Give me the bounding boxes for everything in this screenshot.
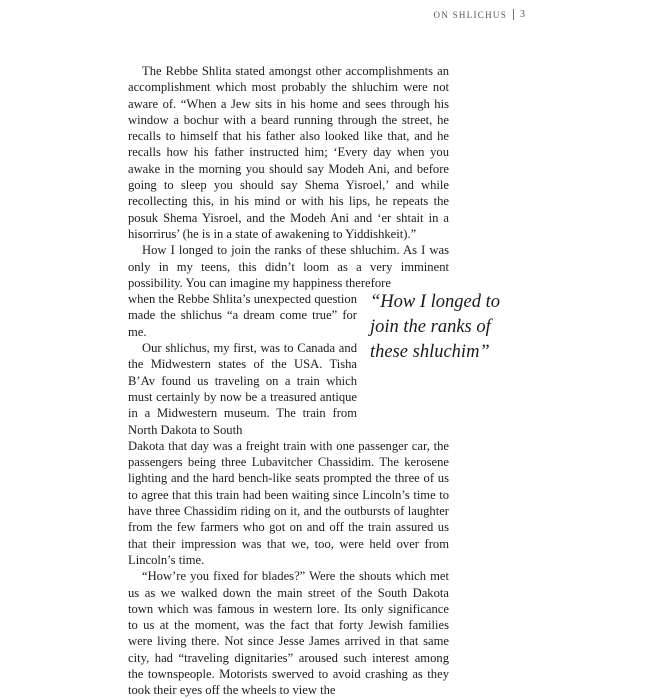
section-title: ON SHLICHUS [433,9,507,20]
paragraph-2: How I longed to join the ranks of these shluchim. As I was only in my teens, this didn’t loom as a very imminent possibility. You can imagine my happiness therefore [128,243,449,290]
paragraph-3: Our shlichus, my first, was to Canada and the Midwestern states of the USA. Tisha B’Av found us traveling on a train which must certainly by now be a treasured antique in a Midwestern museum. The train from North Dakota to South [128,341,357,437]
page-number: 3 [520,9,525,20]
paragraph-3-continued: Dakota that day was a freight train with one passenger car, the passengers being three Lubavitcher Chassidim. The kerosene lighting and the hard bench-like seats prompted the three of us to agree that this train had been waiting since Lincoln’s time to have three Chassidim riding on it, and the outbursts of laughter from the few farmers who got on and off the train assured us that their impression was that we, too, were held over from Lincoln’s time. [128,438,449,567]
running-header [433,9,525,20]
header-divider [513,9,514,20]
paragraph-1: The Rebbe Shlita stated amongst other accomplishments an accomplishment which most probably the shluchim were not aware of. “When a Jew sits in his home and sees through his window a bochur with a beard running through the street, he recalls to himself that his father also looked like that, and he recalls how his father instructed him; ‘Every day when you awake in the morning you should say Modeh Ani, and before going to sleep you should say Shema Yisroel,’ and while recollecting this, in his mind or with his lips, he repeats the posuk Shema Yisroel, and the Modeh Ani and ‘er shtait in a hisorrirus’ (he is in a state of awakening to Yiddishkeit).” [128,64,449,241]
paragraph-4: “How’re you fixed for blades?” Were the shouts which met us as we walked down the main street of the South Dakota town which was famous in western lore. Its only significance to us at the moment, was the fact that forty Jewish families were living there. Not since Jesse James arrived in that same city, had “traveling dignitaries” aroused such interest among the townspeople. Motorists swerved to avoid crashing as they took their eyes off the wheels to view the [128,569,449,698]
paragraph-2-continued: when the Rebbe Shlita’s unexpected question made the shlichus “a dream come true” for me. [128,292,357,339]
pull-quote: “How I longed to join the ranks of these shluchim” [370,292,501,362]
article-body [128,63,449,699]
